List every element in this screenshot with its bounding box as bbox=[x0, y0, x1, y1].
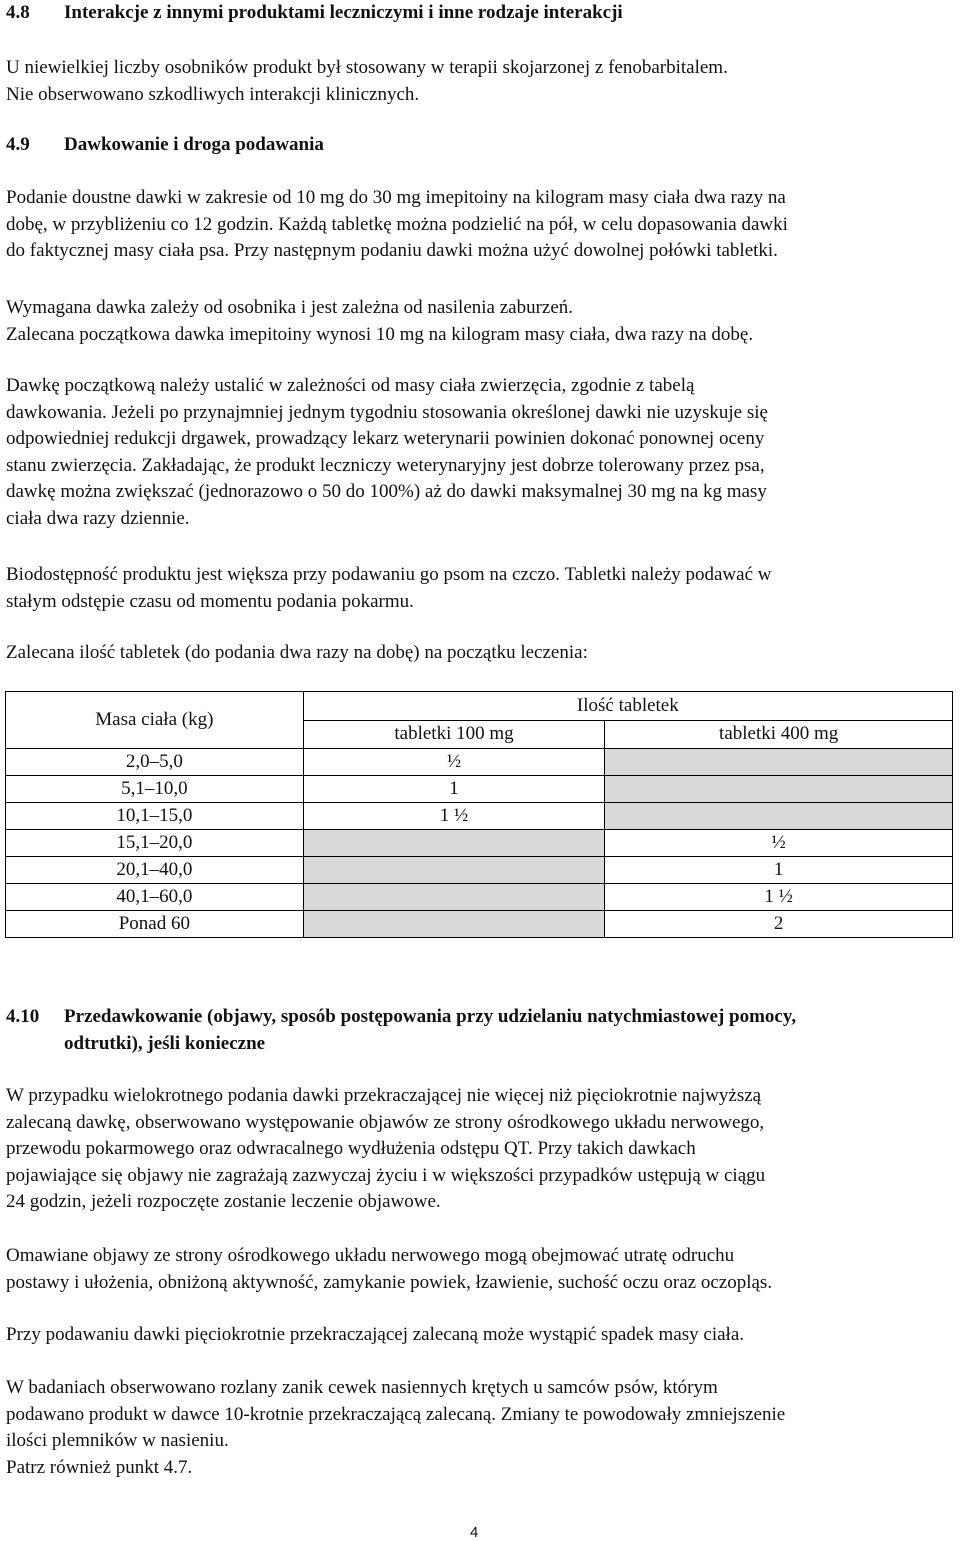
text-line: stałym odstępie czasu od momentu podania pokarmu. bbox=[6, 590, 414, 612]
text-line: dobę, w przybliżeniu co 12 godzin. Każdą tabletkę można podzielić na pół, w celu dopasowania dawki bbox=[6, 213, 788, 235]
header-tablet-count: Ilość tabletek bbox=[303, 692, 952, 721]
text-line: dawkowania. Jeżeli po przynajmniej jednym tygodniu stosowania określonej dawki nie uzyskuje się bbox=[6, 401, 768, 423]
paragraph-overdose-1 bbox=[6, 1083, 956, 1216]
paragraph-overdose-3 bbox=[6, 1322, 956, 1349]
table-row bbox=[6, 857, 953, 884]
table-row bbox=[6, 749, 953, 776]
paragraph-overdose-4 bbox=[6, 1375, 956, 1481]
text-line: Biodostępność produktu jest większa przy podawaniu go psom na czczo. Tabletki należy podawać w bbox=[6, 564, 772, 585]
text-line: zalecaną dawkę, obserwowano występowanie objawów ze strony ośrodkowego układu nerwowego, bbox=[6, 1111, 765, 1133]
text-line: Zalecana początkowa dawka imepitoiny wynosi 10 mg na kilogram masy ciała, dwa razy na dobę. bbox=[6, 323, 754, 345]
table-row bbox=[6, 776, 953, 803]
paragraph-dosage-5 bbox=[6, 640, 956, 667]
text-line: W badaniach obserwowano rozlany zanik cewek nasiennych krętych u samców psów, którym bbox=[6, 1377, 718, 1398]
cell-mass: 40,1–60,0 bbox=[6, 884, 304, 911]
cell-400mg bbox=[605, 776, 953, 803]
header-mass: Masa ciała (kg) bbox=[6, 692, 304, 749]
text-line: Nie obserwowano szkodliwych interakcji klinicznych. bbox=[6, 83, 420, 105]
cell-100mg bbox=[303, 884, 605, 911]
cell-100mg: 1 ½ bbox=[303, 803, 605, 830]
page-number: 4 bbox=[470, 1524, 479, 1541]
cell-100mg: ½ bbox=[303, 749, 605, 776]
section-number: 4.10 bbox=[6, 1006, 40, 1027]
cell-400mg: 2 bbox=[605, 911, 953, 938]
table-row bbox=[6, 911, 953, 938]
section-heading-4-9 bbox=[6, 132, 324, 158]
section-number: 4.9 bbox=[6, 134, 30, 155]
text-line: postawy i ułożenia, obniżoną aktywność, zamykanie powiek, łzawienie, suchość oczu oraz oczopląs. bbox=[6, 1271, 773, 1293]
header-400mg: tabletki 400 mg bbox=[605, 720, 953, 749]
text-line: ciała dwa razy dziennie. bbox=[6, 507, 190, 529]
cell-mass: 2,0–5,0 bbox=[6, 749, 304, 776]
text-line: stanu zwierzęcia. Zakładając, że produkt leczniczy weterynaryjny jest dobrze tolerowany przez psa, bbox=[6, 454, 765, 476]
text-line: Omawiane objawy ze strony ośrodkowego układu nerwowego mogą obejmować utratę odruchu bbox=[6, 1245, 735, 1266]
section-heading-4-10 bbox=[6, 1004, 797, 1054]
text-line: Dawkę początkową należy ustalić w zależności od masy ciała zwierzęcia, zgodnie z tabelą bbox=[6, 375, 695, 396]
table-header-row bbox=[6, 692, 953, 721]
header-100mg: tabletki 100 mg bbox=[303, 720, 605, 749]
text-line: dawkę można zwiększać (jednorazowo o 50 do 100%) aż do dawki maksymalnej 30 mg na kg masy bbox=[6, 481, 767, 502]
text-line: Wymagana dawka zależy od osobnika i jest zależna od nasilenia zaburzeń. bbox=[6, 297, 574, 318]
cell-mass: 20,1–40,0 bbox=[6, 857, 304, 884]
cell-400mg: ½ bbox=[605, 830, 953, 857]
text-line: Zalecana ilość tabletek (do podania dwa razy na dobę) na początku leczenia: bbox=[6, 642, 588, 663]
text-line: Przy podawaniu dawki pięciokrotnie przekraczającej zalecaną może wystąpić spadek masy ciała. bbox=[6, 1324, 745, 1345]
section-number: 4.8 bbox=[6, 2, 30, 23]
section-title: Interakcje z innymi produktami leczniczymi i inne rodzaje interakcji bbox=[64, 2, 623, 23]
paragraph-overdose-2 bbox=[6, 1243, 956, 1296]
cell-400mg bbox=[605, 749, 953, 776]
text-line: podawano produkt w dawce 10-krotnie przekraczającą zalecaną. Zmiany te powodowały zmniejszenie bbox=[6, 1403, 786, 1425]
cell-100mg bbox=[303, 857, 605, 884]
cell-100mg: 1 bbox=[303, 776, 605, 803]
cell-mass: 10,1–15,0 bbox=[6, 803, 304, 830]
cell-400mg: 1 ½ bbox=[605, 884, 953, 911]
dosage-table bbox=[5, 691, 953, 938]
text-line: W przypadku wielokrotnego podania dawki przekraczającej nie więcej niż pięciokrotnie najwyższą bbox=[6, 1085, 762, 1106]
paragraph-dosage-1 bbox=[6, 185, 956, 265]
cell-mass: 5,1–10,0 bbox=[6, 776, 304, 803]
cell-mass: Ponad 60 bbox=[6, 911, 304, 938]
text-line: 24 godzin, jeżeli rozpoczęte zostanie leczenie objawowe. bbox=[6, 1191, 441, 1212]
text-line: odpowiedniej redukcji drgawek, prowadzący lekarz weterynarii powinien dokonać ponownej oceny bbox=[6, 428, 765, 449]
section-title: Przedawkowanie (objawy, sposób postępowania przy udzielaniu natychmiastowej pomocy, bbox=[64, 1006, 797, 1027]
section-title-continued: odtrutki), jeśli konieczne bbox=[64, 1033, 266, 1054]
table-row bbox=[6, 803, 953, 830]
cell-400mg bbox=[605, 803, 953, 830]
table-row bbox=[6, 884, 953, 911]
cell-100mg bbox=[303, 911, 605, 938]
paragraph-dosage-3 bbox=[6, 373, 956, 532]
text-line: pojawiające się objawy nie zagrażają zazwyczaj życiu i w większości przypadków ustępują w ciągu bbox=[6, 1164, 766, 1186]
cell-100mg bbox=[303, 830, 605, 857]
table-row bbox=[6, 830, 953, 857]
paragraph-dosage-2 bbox=[6, 295, 956, 348]
text-line: Podanie doustne dawki w zakresie od 10 mg do 30 mg imepitoiny na kilogram masy ciała dwa razy na bbox=[6, 187, 786, 208]
text-line: U niewielkiej liczby osobników produkt był stosowany w terapii skojarzonej z fenobarbitalem. bbox=[6, 57, 728, 78]
cell-mass: 15,1–20,0 bbox=[6, 830, 304, 857]
section-title: Dawkowanie i droga podawania bbox=[64, 134, 324, 155]
paragraph-dosage-4 bbox=[6, 562, 956, 615]
paragraph-interactions bbox=[6, 55, 956, 108]
text-line: ilości plemników w nasieniu. bbox=[6, 1430, 229, 1451]
text-line: Patrz również punkt 4.7. bbox=[6, 1456, 193, 1478]
section-heading-4-8 bbox=[6, 0, 623, 26]
text-line: przewodu pokarmowego oraz odwracalnego wydłużenia odstępu QT. Przy takich dawkach bbox=[6, 1138, 696, 1159]
cell-400mg: 1 bbox=[605, 857, 953, 884]
text-line: do faktycznej masy ciała psa. Przy następnym podaniu dawki można użyć dowolnej połówki tabletki. bbox=[6, 240, 778, 261]
